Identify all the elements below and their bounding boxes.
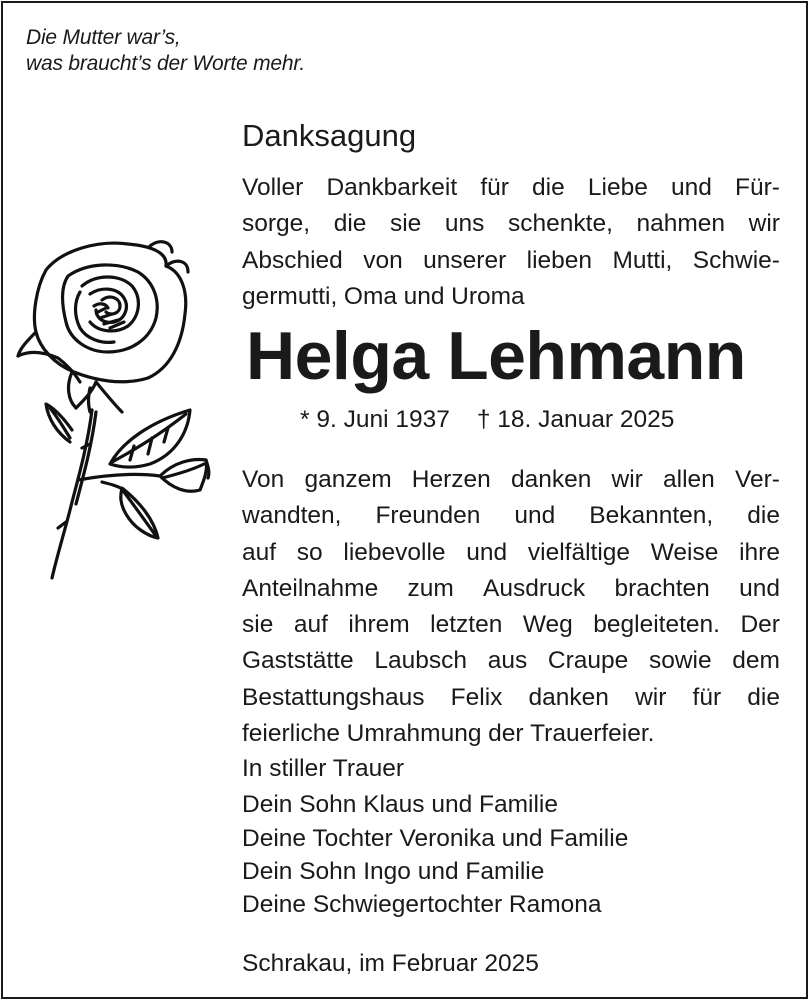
word: ihre xyxy=(739,538,780,566)
word: Weise xyxy=(650,538,719,566)
birth-date: * 9. Juni 1937 xyxy=(300,406,450,433)
word: auf xyxy=(242,538,277,566)
mourner-name: Dein Sohn Klaus und Familie xyxy=(242,791,558,819)
word: Der xyxy=(740,611,780,639)
intro-line xyxy=(242,243,780,279)
word: germutti, xyxy=(242,282,338,310)
word: Herzen xyxy=(411,466,491,493)
word: auf xyxy=(293,611,328,639)
word: brachten xyxy=(614,574,710,602)
word: die xyxy=(532,174,565,201)
word: Freunden xyxy=(375,502,481,530)
word: begleiteten. xyxy=(593,611,720,639)
heading: Danksagung xyxy=(242,118,417,153)
word: und xyxy=(670,174,712,201)
word: dem xyxy=(732,647,780,675)
word: danken xyxy=(528,683,609,711)
word: Umrahmung xyxy=(346,720,482,748)
rose-icon xyxy=(10,232,215,582)
motto-line-1: Die Mutter war’s, xyxy=(26,26,181,49)
word: Craupe xyxy=(547,647,629,675)
intro-line xyxy=(242,279,780,315)
word: unserer xyxy=(423,246,507,274)
motto xyxy=(26,25,305,77)
word: Mutti, xyxy=(612,246,673,274)
death-date: † 18. Januar 2025 xyxy=(476,406,675,433)
word: Laubsch xyxy=(374,647,467,675)
word: und xyxy=(739,574,780,602)
word: und xyxy=(466,538,508,566)
word: wir xyxy=(748,210,780,238)
intro-line xyxy=(242,170,780,206)
mourner-name: Deine Tochter Veronika und Familie xyxy=(242,824,629,852)
word: so xyxy=(296,538,323,566)
word: Bestattungshaus xyxy=(242,683,425,711)
word: Schwie- xyxy=(692,246,780,274)
word: sie xyxy=(389,210,422,238)
word: ganzem xyxy=(304,466,392,493)
life-dates xyxy=(300,403,674,437)
word: wir xyxy=(611,466,643,493)
word: Trauerfeier. xyxy=(530,720,655,748)
word: Voller xyxy=(242,174,304,201)
word: ihrem xyxy=(348,611,410,639)
word: sie xyxy=(242,611,274,639)
thanks-line xyxy=(242,607,780,643)
word: die xyxy=(747,683,780,711)
word: Ver- xyxy=(734,466,780,493)
word: liebevolle xyxy=(343,538,446,566)
word: Liebe xyxy=(587,174,648,201)
word: letzten xyxy=(430,611,503,639)
word: Gaststätte xyxy=(242,647,354,675)
word: der xyxy=(488,720,524,748)
thanks-line xyxy=(242,643,780,679)
word: Oma xyxy=(343,282,398,310)
word: uns xyxy=(444,210,485,238)
word: von xyxy=(363,246,403,274)
word: Abschied xyxy=(242,246,343,274)
mourners-block xyxy=(242,752,628,921)
word: und xyxy=(514,502,556,530)
word: Für- xyxy=(735,174,780,201)
word: Bekannten, xyxy=(589,502,714,530)
word: Dankbarkeit xyxy=(326,174,458,201)
motto-line-2: was braucht’s der Worte mehr. xyxy=(26,52,305,75)
word: sorge, xyxy=(242,210,311,238)
word: aus xyxy=(487,647,528,675)
word: danken xyxy=(510,466,592,493)
word: die xyxy=(747,502,780,530)
mourners-intro: In stiller Trauer xyxy=(242,755,405,782)
place-and-date: Schrakau, im Februar 2025 xyxy=(242,950,539,977)
thanks-line xyxy=(242,535,780,571)
word: nahmen xyxy=(636,210,726,238)
word: Von xyxy=(242,466,285,493)
word: sowie xyxy=(648,647,712,675)
word: Ausdruck xyxy=(483,574,586,602)
word: Felix xyxy=(450,683,503,711)
thanks-line xyxy=(242,680,780,716)
word: wir xyxy=(635,683,667,711)
word: Uroma xyxy=(451,282,525,310)
mourner-name: Dein Sohn Ingo und Familie xyxy=(242,857,545,885)
word: für xyxy=(480,174,509,201)
intro-line xyxy=(242,206,780,242)
word: vielfältige xyxy=(527,538,631,566)
thanks-line xyxy=(242,571,780,607)
thanks-paragraph xyxy=(242,462,780,752)
word: zum xyxy=(407,574,454,602)
word: für xyxy=(692,683,722,711)
mourner-name: Deine Schwiegertochter Ramona xyxy=(242,891,602,919)
word: feierliche xyxy=(242,720,341,748)
word: lieben xyxy=(526,246,593,274)
thanks-line xyxy=(242,716,780,752)
word: die xyxy=(333,210,367,238)
word: allen xyxy=(663,466,715,493)
word: schenkte, xyxy=(508,210,613,238)
intro-paragraph xyxy=(242,170,780,315)
word: Weg xyxy=(522,611,573,639)
word: und xyxy=(403,282,445,310)
deceased-name: Helga Lehmann xyxy=(246,318,746,394)
thanks-line xyxy=(242,462,780,498)
word: Anteilnahme xyxy=(242,574,379,602)
word: wandten, xyxy=(242,502,342,530)
thanks-line xyxy=(242,498,780,534)
